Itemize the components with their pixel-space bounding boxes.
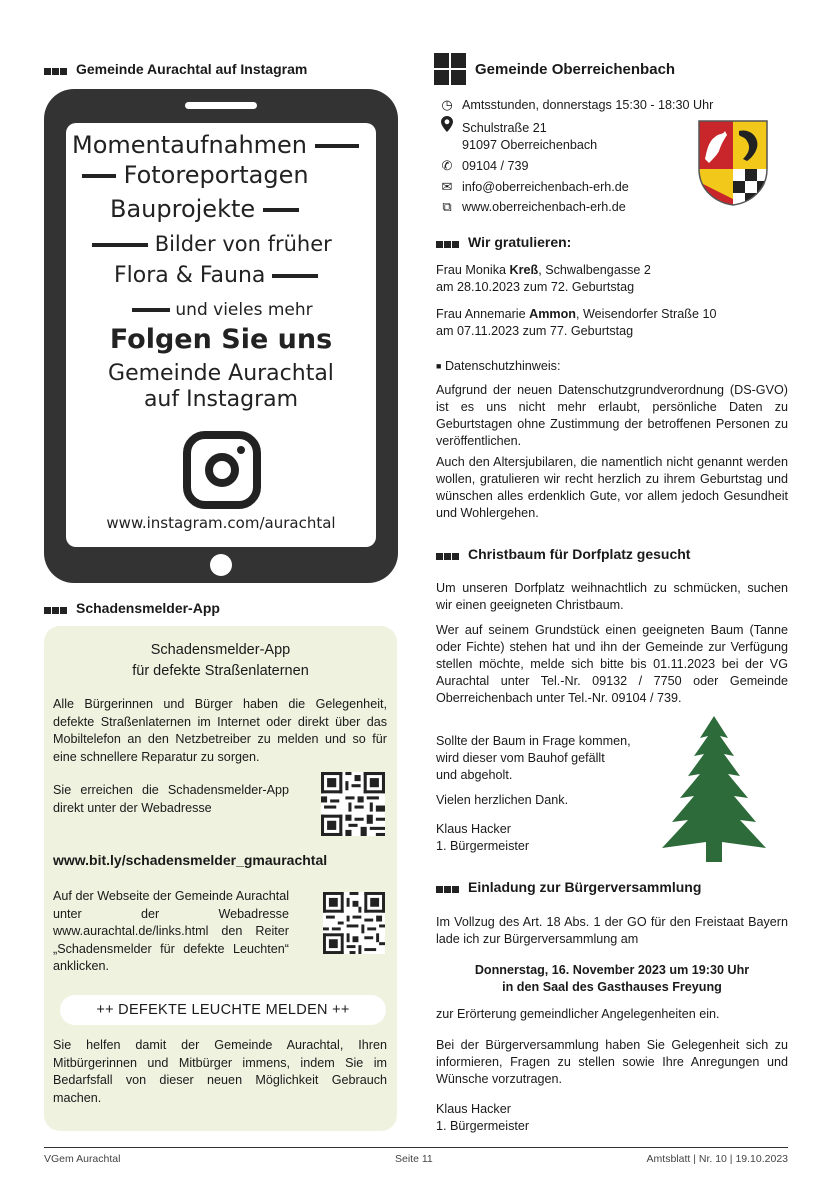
- phone-icon: ✆: [441, 158, 453, 173]
- gemeinde-heading: Gemeinde Oberreichenbach: [475, 61, 676, 78]
- tablet-line-6: und vieles mehr: [132, 299, 313, 321]
- contact-street: Schulstraße 21: [438, 116, 547, 137]
- tablet-sub-1: Gemeinde Aurachtal: [108, 361, 334, 386]
- qr-code-1[interactable]: [321, 772, 385, 836]
- report-defect-button[interactable]: ++ DEFEKTE LEUCHTE MELDEN ++: [60, 995, 386, 1025]
- qr-code-2[interactable]: [323, 892, 385, 954]
- birthday-entry-2: Frau Annemarie Ammon, Weisendorfer Straße 10 am 07.11.2023 zum 77. Geburtstag: [436, 307, 717, 338]
- meeting-paragraph-1: Im Vollzug des Art. 18 Abs. 1 der GO für den Freistaat Bayern lade ich zur Bürgerversammlung am: [436, 915, 788, 946]
- box-title: Schadensmelder-App für defekte Straßenlaternen: [132, 642, 309, 679]
- tablet-follow-text: Folgen Sie uns: [109, 324, 333, 355]
- schadensmelder-box: [44, 626, 397, 1131]
- tablet-line-5: Flora & Fauna: [114, 263, 318, 289]
- tablet-url: www.instagram.com/aurachtal: [106, 514, 336, 532]
- coat-of-arms: [697, 119, 769, 207]
- meeting-paragraph-2: zur Erörterung gemeindlicher Angelegenheiten ein.: [436, 1007, 720, 1021]
- heading-squares-icon: [44, 62, 68, 79]
- tree-paragraph-3: Sollte der Baum in Frage kommen, wird dieser vom Bauhof gefällt und abgeholt.: [436, 734, 631, 782]
- gemeinde-logo-squares-icon: [434, 53, 466, 85]
- meeting-paragraph-3: Bei der Bürgerversammlung haben Sie Gelegenheit sich zu informieren, Fragen zu stellen sowie Ihre Anregungen und Wünsche vorzutragen.: [436, 1038, 788, 1086]
- box-paragraph-4: Sie helfen damit der Gemeinde Aurachtal, Ihren Mitbürgerinnen und Mitbürger immens, indem Sie im Bedarfsfall von dieser neuen Möglichkeit Gebrauch machen.: [53, 1038, 387, 1105]
- heading-squares-icon: [436, 547, 460, 564]
- footer-page-number: Seite 11: [395, 1153, 433, 1165]
- bullet-icon: ■: [436, 361, 442, 372]
- footer-left: VGem Aurachtal: [44, 1153, 121, 1165]
- tablet-line-3: Bauprojekte: [110, 195, 299, 223]
- heading-squares-icon: [436, 235, 460, 252]
- heading-squares-icon: [44, 601, 68, 618]
- external-link-icon: ⧉: [442, 199, 452, 214]
- heading-squares-icon: [436, 880, 460, 897]
- instagram-lens: [205, 453, 239, 487]
- tree-thanks: Vielen herzlichen Dank.: [436, 793, 569, 807]
- privacy-paragraph-2: Auch den Altersjubilaren, die namentlich nicht genannt werden wollen, gratulieren wir recht herzlich zu ihrem Geburtstag und wünschen alles erdenklich Gute, vor allem jedoch Gesundheit und Wohlergehen.: [436, 455, 788, 520]
- footer-divider: [44, 1147, 788, 1148]
- envelope-icon: ✉: [441, 179, 453, 194]
- gratulieren-heading: Wir gratulieren:: [436, 234, 571, 252]
- instagram-icon: [183, 431, 261, 509]
- tree-heading: Christbaum für Dorfplatz gesucht: [436, 546, 690, 564]
- contact-email[interactable]: ✉ info@oberreichenbach-erh.de: [438, 178, 629, 196]
- clock-icon: ◷: [441, 97, 453, 112]
- tree-paragraph-2: Wer auf seinem Grundstück einen geeigneten Baum (Tanne oder Fichte) stehen hat und ihn der Gemeinde zur Verfügung stellen möchte, melde sich bitte bis 01.11.2023 bei der VG Aurachtal unter Tel.-Nr. 09132 / 7750 oder Gemeinde Oberreichenbach unter Tel.-Nr. 09104 / 739.: [436, 623, 788, 705]
- birthday-entry-1: Frau Monika Kreß, Schwalbengasse 2 am 28.10.2023 zum 72. Geburtstag: [436, 263, 651, 294]
- instagram-dot: [237, 446, 245, 454]
- box-paragraph-1: Alle Bürgerinnen und Bürger haben die Gelegenheit, defekte Straßenlaternen im Internet oder direkt über das Mobiltelefon an den Netzbetreiber zu melden und so für eine schnellere Reparatur zu sorgen.: [53, 697, 387, 764]
- signature-1: Klaus Hacker 1. Bürgermeister: [436, 822, 530, 853]
- tablet-graphic: [44, 89, 398, 583]
- box-url[interactable]: www.bit.ly/schadensmelder_gmaurachtal: [53, 852, 328, 868]
- privacy-paragraph-1: Aufgrund der neuen Datenschutzgrundverordnung (DS-GVO) ist es uns nicht mehr erlaubt, persönliche Daten zu Geburtstagen ohne Zustimmung der betroffenen Personen zu veröffentlichen.: [436, 383, 788, 448]
- app-section-heading: Schadensmelder-App: [44, 600, 220, 618]
- tablet-line-4: Bilder von früher: [92, 231, 332, 257]
- meeting-heading: Einladung zur Bürgerversammlung: [436, 879, 701, 897]
- box-paragraph-3: Auf der Webseite der Gemeinde Aurachtal unter der Webadresse www.aurachtal.de/links.html den Reiter „Schadensmelder für defekte Leuchten“ anklicken.: [53, 889, 289, 973]
- footer-right: Amtsblatt | Nr. 10 | 19.10.2023: [646, 1153, 788, 1165]
- tree-paragraph-1: Um unseren Dorfplatz weihnachtlich zu schmücken, suchen wir einen geeigneten Christbaum.: [436, 581, 788, 612]
- meeting-date-place: Donnerstag, 16. November 2023 um 19:30 Uhr in den Saal des Gasthauses Freyung: [474, 963, 750, 994]
- contact-web[interactable]: ⧉ www.oberreichenbach-erh.de: [438, 198, 626, 216]
- tablet-speaker: [185, 102, 257, 109]
- privacy-heading: ■ Datenschutzhinweis:: [436, 359, 561, 373]
- christmas-tree: [660, 716, 768, 862]
- contact-hours: ◷ Amtsstunden, donnerstags 15:30 - 18:30 Uhr: [438, 96, 713, 114]
- contact-phone[interactable]: ✆ 09104 / 739: [438, 157, 529, 175]
- instagram-section-heading: Gemeinde Aurachtal auf Instagram: [44, 61, 307, 79]
- contact-city: 91097 Oberreichenbach: [462, 138, 598, 152]
- box-paragraph-2: Sie erreichen die Schadensmelder-App direkt unter der Webadresse: [53, 783, 289, 815]
- tablet-line-2: Fotoreportagen: [82, 161, 309, 189]
- location-pin-icon: [438, 116, 456, 136]
- tablet-home-button: [210, 554, 232, 576]
- tablet-screen: [66, 123, 376, 547]
- tablet-sub-2: auf Instagram: [143, 387, 299, 412]
- signature-2: Klaus Hacker 1. Bürgermeister: [436, 1102, 530, 1133]
- tablet-line-1: Momentaufnahmen: [72, 131, 359, 159]
